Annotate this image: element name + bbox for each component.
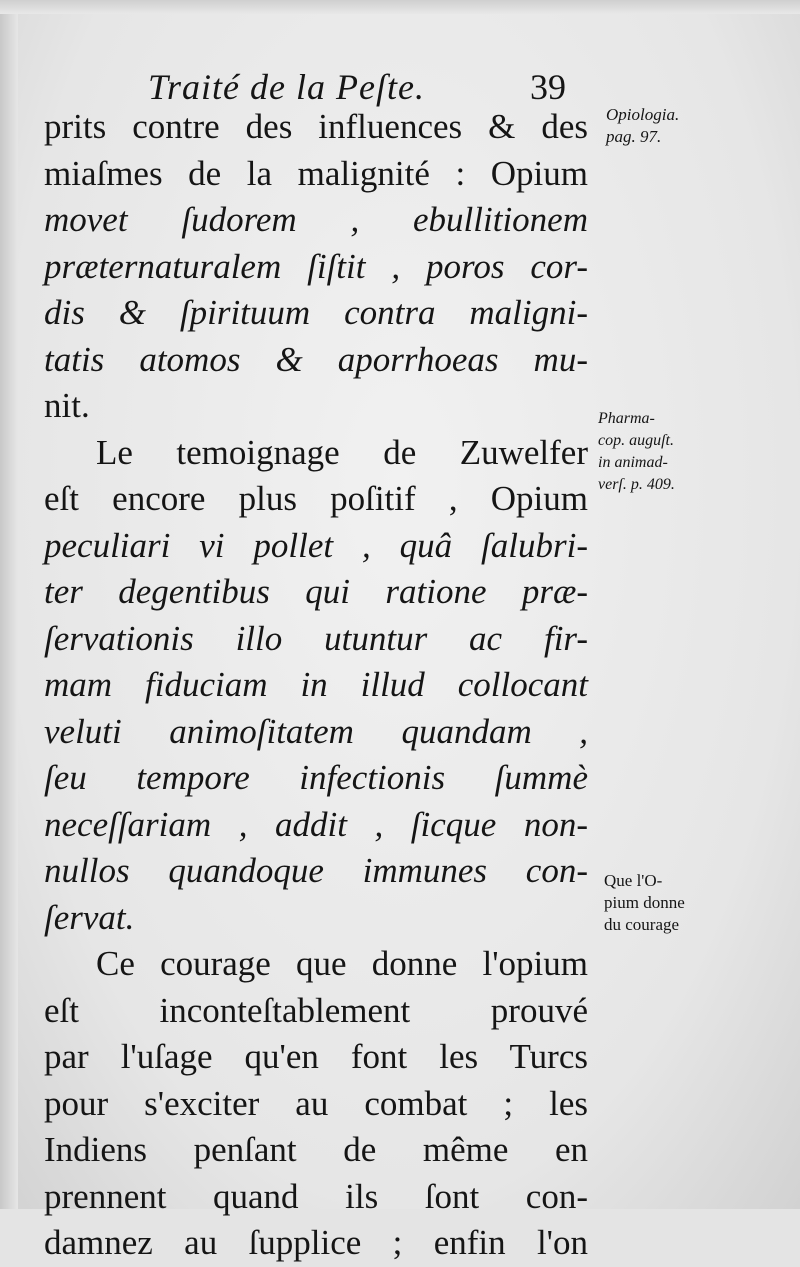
margin-note-line: pium donne [604,893,685,912]
main-text-block [44,104,588,1267]
running-title: Traité de la Peſte. [148,67,425,107]
text-line: movet ſudorem , ebullitionem [44,200,588,239]
text-line: ſervat. [44,897,135,937]
margin-note-line: in animad- [598,454,668,471]
text-line: tatis atomos & aporrhoeas mu- [44,339,588,379]
margin-note-pharmacop [598,408,675,496]
text-line: ſeu tempore infectionis ſummè [44,758,588,797]
text-line: eſt encore plus poſitif , Opium [44,479,588,518]
text-line: dis & ſpirituum contra maligni- [44,293,588,332]
text-line: neceſſariam , addit , ſicque non- [44,804,588,844]
margin-note-line: Opiologia. [606,105,680,124]
text-line: mam fiduciam in illud collocant [44,665,588,704]
margin-note-opiologia [606,104,679,148]
text-line: peculiari vi pollet , quâ ſalubri- [44,525,588,565]
page-number: 39 [530,67,566,107]
margin-note-line: Que l'O- [604,871,663,890]
text-line: nit. [44,386,90,425]
margin-note-line: cop. auguſt. [598,432,674,449]
text-line: pour s'exciter au combat ; les [44,1083,588,1123]
text-line: Le temoignage de Zuwelfer [96,432,588,472]
margin-note-courage [604,870,685,936]
margin-note-line: du courage [604,915,680,934]
text-line: ter degentibus qui ratione præ- [44,572,588,611]
text-line: veluti animoſitatem quandam , [44,711,588,751]
text-line: Ce courage que donne l'opium [96,944,588,983]
margin-note-line: verſ. p. 409. [598,476,675,493]
margin-note-line: Pharma- [598,410,655,427]
text-line: par l'uſage qu'en font les Turcs [44,1037,588,1076]
text-line: Indiens penſant de même en [44,1130,588,1169]
text-line: ſervationis illo utuntur ac fir- [44,618,588,658]
text-line: damnez au ſupplice ; enfin l'on [44,1223,588,1262]
page-top-edge [0,0,800,14]
page-left-edge [0,0,18,1209]
text-line: miaſmes de la malignité : Opium [44,153,588,193]
text-line: eſt inconteſtablement prouvé [44,990,588,1030]
text-line: prits contre des influences & des [44,107,588,146]
text-line: nullos quandoque immunes con- [44,851,588,890]
text-line: præternaturalem ſiſtit , poros cor- [44,246,588,286]
text-line: prennent quand ils ſont con- [44,1176,588,1216]
margin-note-line: pag. 97. [606,127,662,146]
